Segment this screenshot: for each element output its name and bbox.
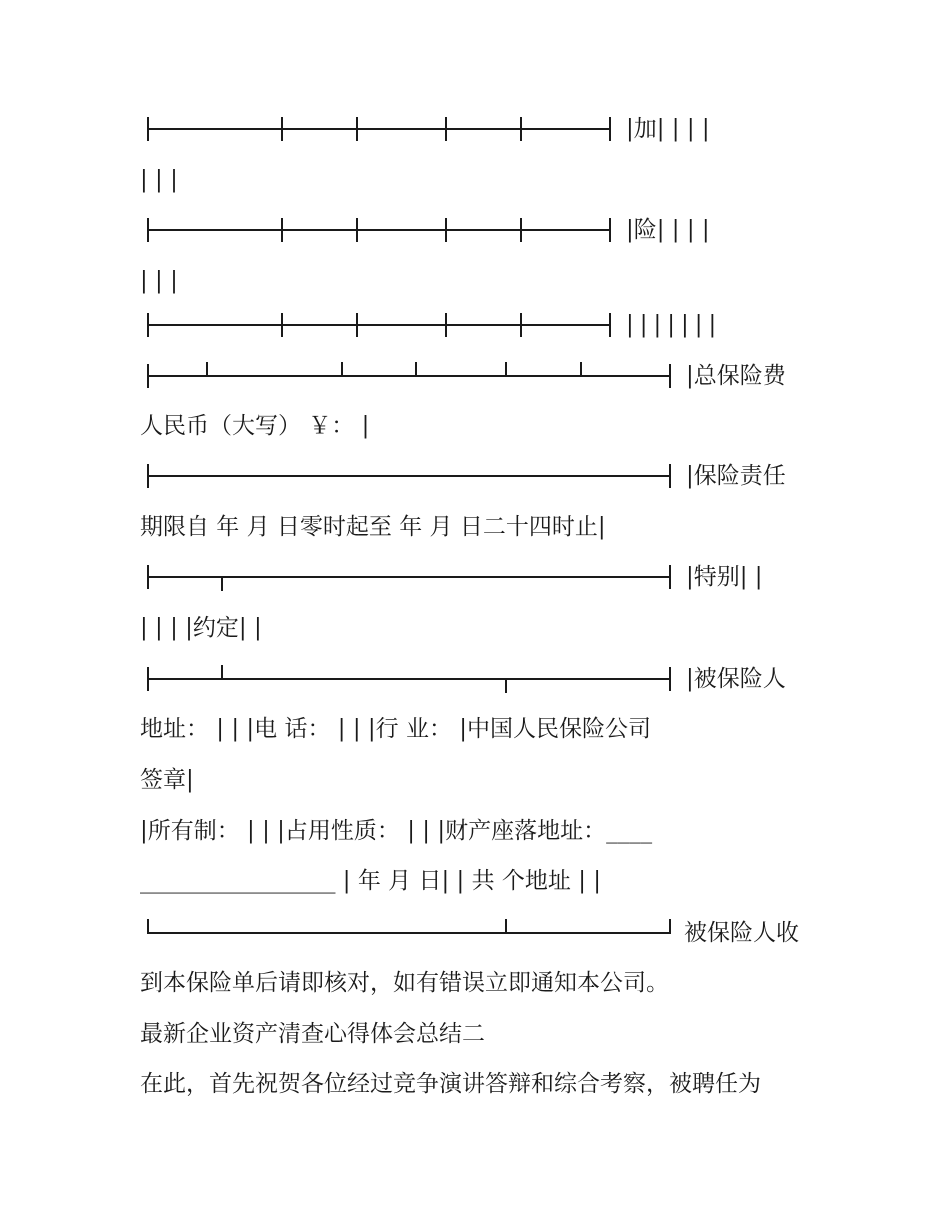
- special-label: |特别| |: [686, 564, 763, 590]
- premium-amount-line: 人民币（大写） ￥： |: [140, 413, 370, 439]
- article-title: 最新企业资产清查心得体会总结二: [140, 1021, 485, 1047]
- table-rule-total-premium: [148, 362, 670, 388]
- table-rule-insured: [148, 665, 670, 693]
- notice-tail: 被保险人收: [684, 920, 799, 946]
- row-bars: |||||||: [626, 312, 723, 338]
- table-rule-row-1: [148, 117, 610, 141]
- row-xian-continuation: | | |: [140, 268, 178, 294]
- insured-address-line: 地址： | | |电 话： | | |行 业： |中国人民保险公司: [140, 716, 652, 742]
- period-label: |保险责任: [686, 463, 786, 489]
- company-signature: 签章|: [140, 767, 194, 793]
- special-agreement-text: | | | |约定| |: [140, 615, 262, 641]
- property-line: |所有制： | | |占用性质： | | |财产座落地址：____: [140, 818, 653, 844]
- row-jia-continuation: | | |: [140, 167, 178, 193]
- table-rule-special: [148, 565, 670, 591]
- table-rule-period: [148, 464, 670, 488]
- property-date-line: _________________ | 年 月 日| | 共 个地址 | |: [140, 868, 602, 894]
- table-rule-row-3: [148, 313, 610, 337]
- period-text: 期限自 年 月 日零时起至 年 月 日二十四时止|: [140, 514, 606, 540]
- row-xian-label: |险| | | |: [626, 217, 710, 243]
- row-jia-label: |加| | | |: [626, 116, 710, 142]
- notice-text: 到本保险单后请即核对，如有错误立即通知本公司。: [140, 970, 669, 996]
- table-rule-closing: [148, 919, 670, 934]
- article-first-line: 在此，首先祝贺各位经过竞争演讲答辩和综合考察，被聘任为: [140, 1071, 761, 1097]
- insured-label: |被保险人: [686, 666, 786, 692]
- total-premium-label: |总保险费: [686, 363, 786, 389]
- table-rule-row-2: [148, 218, 610, 242]
